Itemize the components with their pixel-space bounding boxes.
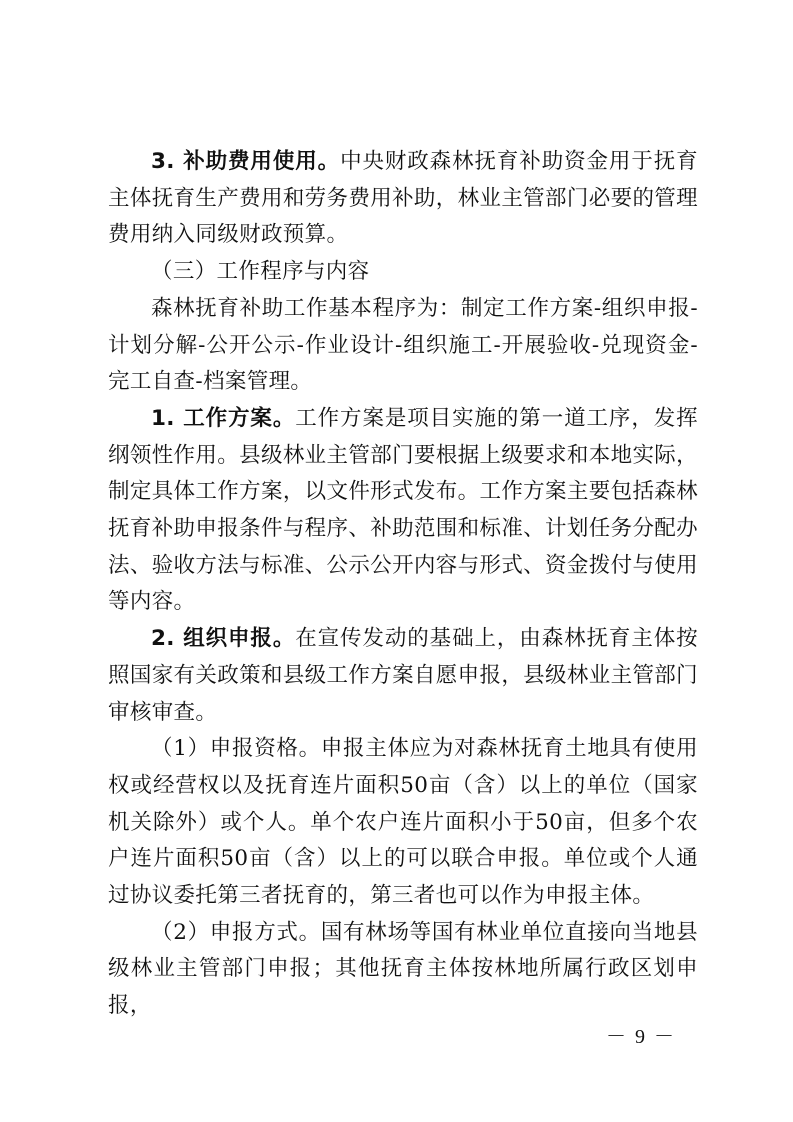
paragraph-body: （1）申报资格。申报主体应为对森林抚育土地具有使用权或经营权以及抚育连片面积50亩（含）以上的单位（国家机关除外）或个人。单个农户连片面积小于50亩，但多个农户连片面积50亩（含）以上的可以联合申报。单位或个人通过协议委托第三者抚育的，第三者也可以作为申报主体。 — [108, 736, 698, 909]
paragraph-body: 中央财政森林抚育补助资金用于抚育主体抚育生产费用和劳务费用补助，林业主管部门必要的管理费用纳入同级财政预算。 — [108, 149, 698, 248]
page-number: － 9 － — [606, 1026, 676, 1048]
body-text — [108, 144, 698, 1025]
paragraph-application-eligibility — [108, 731, 698, 915]
paragraph-procedure — [108, 291, 698, 401]
section-heading — [108, 254, 698, 291]
section-heading-text: （三）工作程序与内容 — [151, 259, 370, 285]
paragraph-organize-application — [108, 621, 698, 731]
paragraph-body: 在宣传发动的基础上，由森林抚育主体按照国家有关政策和县级工作方案自愿申报，县级林业主管部门审核审查。 — [108, 626, 698, 725]
paragraph-work-plan — [108, 401, 698, 621]
paragraph-body: 森林抚育补助工作基本程序为：制定工作方案-组织申报-计划分解-公开公示-作业设计-组织施工-开展验收-兑现资金-完工自查-档案管理。 — [108, 295, 698, 395]
paragraph-lead: 3. 补助费用使用。 — [151, 149, 341, 174]
paragraph-body: 工作方案是项目实施的第一道工序，发挥纲领性作用。县级林业主管部门要根据上级要求和本地实际，制定具体工作方案，以文件形式发布。工作方案主要包括森林抚育补助申报条件与程序、补助范围和标准、计划任务分配办法、验收方法与标准、公示公开内容与形式、资金拨付与使用等内容。 — [108, 405, 698, 615]
paragraph-subsidy-use — [108, 144, 698, 254]
paragraph-body: （2）申报方式。国有林场等国有林业单位直接向当地县级林业主管部门申报；其他抚育主体按林地所属行政区划申报， — [108, 919, 698, 1019]
paragraph-lead: 1. 工作方案。 — [151, 405, 296, 431]
paragraph-lead: 2. 组织申报。 — [151, 626, 296, 652]
paragraph-application-method — [108, 915, 698, 1025]
